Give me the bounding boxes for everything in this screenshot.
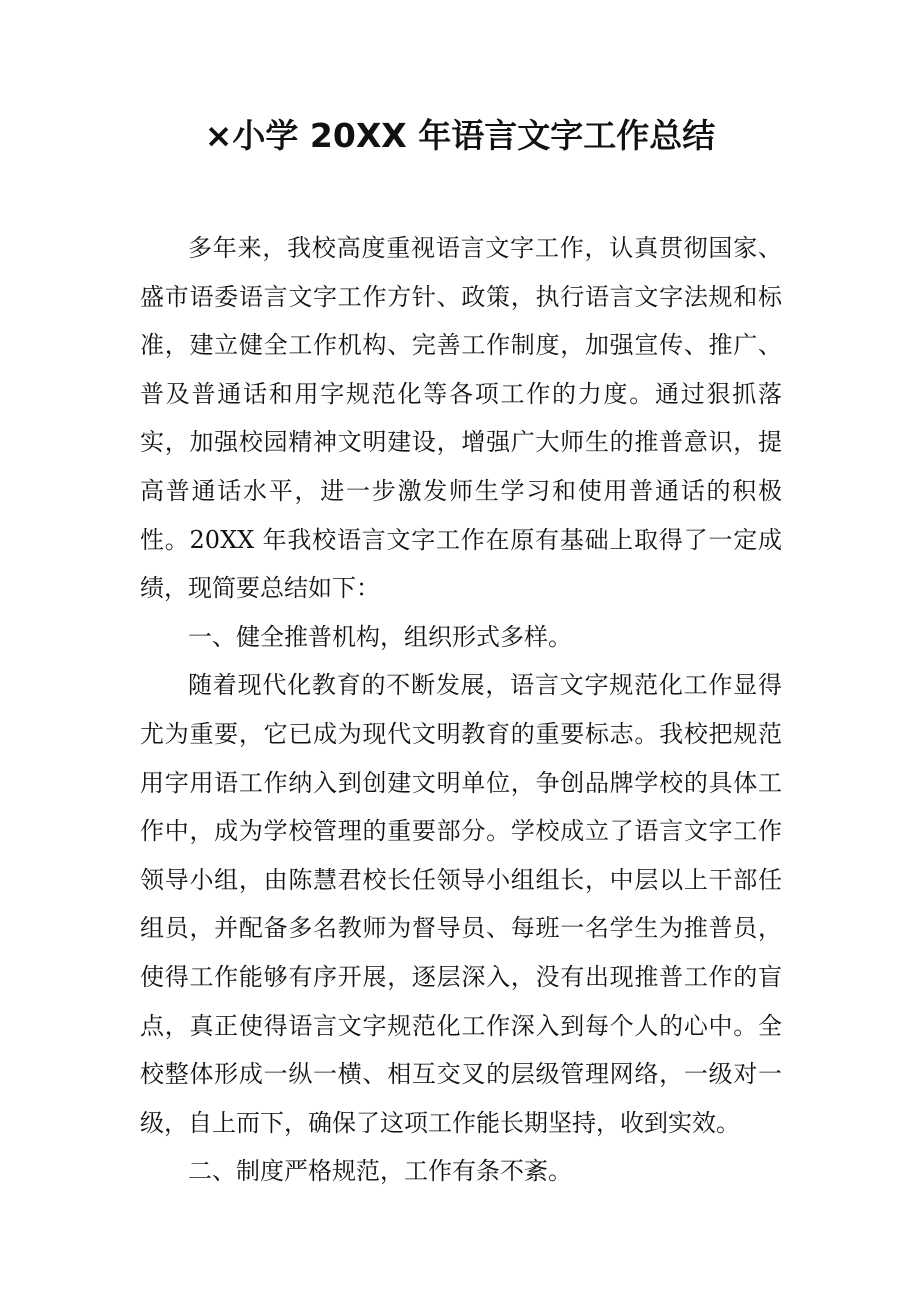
paragraph-section-1: 随着现代化教育的不断发展，语言文字规范化工作显得尤为重要，它已成为现代文明教育的重要标志。我校把规范用字用语工作纳入到创建文明单位，争创品牌学校的具体工作中，成为学校管理的重要部分。学校成立了语言文字工作领导小组，由陈慧君校长任领导小组组长，中层以上干部任组员，并配备多名教师为督导员、每班一名学生为推普员，使得工作能够有序开展，逐层深入，没有出现推普工作的盲点，真正使得语言文字规范化工作深入到每个人的心中。全校整体形成一纵一横、相互交叉的层级管理网络，一级对一级，自上而下，确保了这项工作能长期坚持，收到实效。 [140,671,782,1137]
paragraph-intro: 多年来，我校高度重视语言文字工作，认真贯彻国家、盛市语委语言文字工作方针、政策，执行语言文字法规和标准，建立健全工作机构、完善工作制度，加强宣传、推广、普及普通话和用字规范化等各项工作的力度。通过狠抓落实，加强校园精神文明建设，增强广大师生的推普意识，提高普通话水平，进一步激发师生学习和使用普通话的积极性。20XX 年我校语言文字工作在原有基础上取得了一定成绩，现简要总结如下： [140,234,782,603]
section-heading-2: 二、制度严格规范，工作有条不紊。 [188,1157,572,1186]
document-body [140,224,782,1196]
document-title: ×小学 20XX 年语言文字工作总结 [204,116,716,155]
section-heading-1: 一、健全推普机构，组织形式多样。 [188,622,572,651]
